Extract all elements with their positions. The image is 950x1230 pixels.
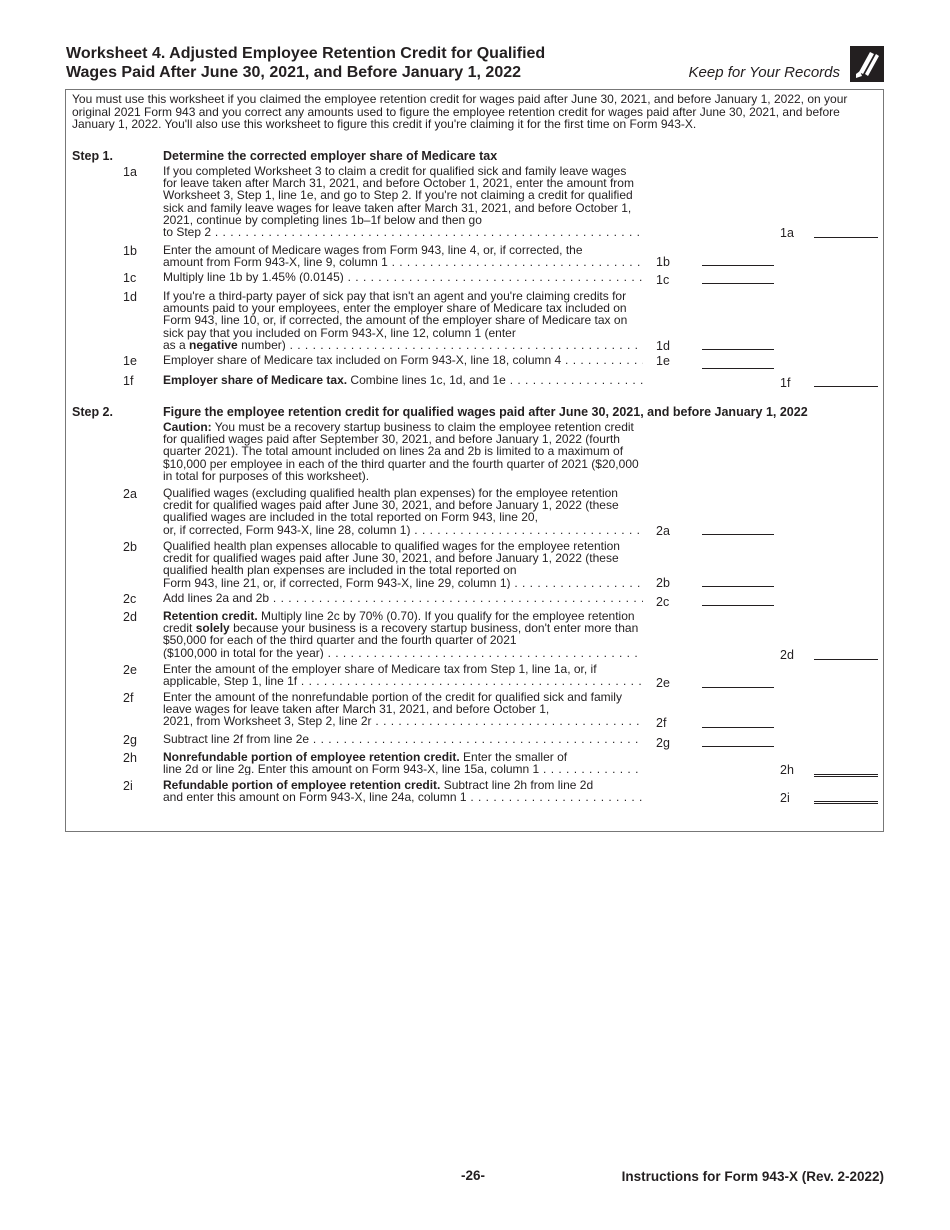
line-2g-text: Subtract line 2f from line 2e . . . — [163, 733, 643, 745]
line-2c-number: 2c — [123, 592, 137, 606]
line-2i-intro: Subtract line 2h from line 2d — [443, 778, 594, 792]
line-1e-box-label: 1e — [656, 354, 670, 368]
line-2b-number: 2b — [123, 540, 137, 554]
line-1b-body: Enter the amount of Medicare wages from Form 943, line 4, or, if corrected, the — [163, 243, 583, 257]
line-1b-number: 1b — [123, 244, 137, 258]
line-1c-box-label: 1c — [656, 273, 670, 287]
line-2d-last: ($100,000 in total for the year) . . . — [163, 647, 643, 659]
line-2a-body: Qualified wages (excluding qualified health plan expenses) for the employee retention credit for qualified wages paid after June 30, 2021, and before January 1, 2022 (these qualified wages are included in the total reported on Form 943, line 20, — [163, 486, 619, 525]
line-1f-box-label: 1f — [780, 376, 791, 390]
line-1a-body: If you completed Worksheet 3 to claim a credit for qualified sick and family leave wages for leave taken after March 31, 2021, and before October 1, 2021, enter the amount from Worksheet 3, Step 1, line 1e, and go to Step 2. If you're not claiming a credit for qualified sick and family leave wages for leave taken after March 31, 2021, and before October 1, 2021, continue by completing lines 1b–1f below and then go — [163, 164, 634, 227]
line-2d-bold: Retention credit. — [163, 609, 258, 623]
worksheet-box — [65, 89, 884, 832]
line-2f-box-label: 2f — [656, 716, 667, 730]
line-1d-body: If you're a third-party payer of sick pay that isn't an agent and you're claiming credits for amounts paid to your employees, enter the employer share of Medicare tax included on Form 943, line 10, or, if corrected, the amount of the employer share of Medicare tax on sick pay that you included on Form 943-X, line 12, column 1 (enter — [163, 289, 628, 340]
line-2i-body — [163, 779, 643, 791]
line-1e-entry[interactable] — [702, 368, 774, 369]
line-1a-number: 1a — [123, 165, 137, 179]
line-2f-entry[interactable] — [702, 727, 774, 728]
line-1f-last: Combine lines 1c, 1d, and 1e — [350, 374, 506, 387]
footer-form-title: Instructions for Form 943-X (Rev. 2-2022) — [621, 1169, 884, 1184]
line-2g-number: 2g — [123, 733, 137, 747]
line-2g-entry[interactable] — [702, 746, 774, 747]
line-1c-number: 1c — [123, 271, 137, 285]
line-2d-text-b: because your business is a recovery startup business, don't enter more than $50,000 for each of the third quarter and the fourth quarter of 2021 — [163, 621, 639, 648]
line-2f-text — [163, 691, 643, 728]
line-1d-box-label: 1d — [656, 339, 670, 353]
line-2h-text — [163, 751, 643, 775]
line-1e-number: 1e — [123, 354, 137, 368]
line-2d-entry[interactable] — [814, 659, 878, 660]
step-1-heading: Determine the corrected employer share of Medicare tax — [163, 149, 498, 163]
line-1a-last: to Step 2 . . . — [163, 226, 643, 238]
line-2b-last: Form 943, line 21, or, if corrected, Form 943-X, line 29, column 1) . . . — [163, 577, 643, 589]
line-2a-last: or, if corrected, Form 943-X, line 28, column 1) . . . — [163, 524, 643, 536]
line-1a-entry[interactable] — [814, 237, 878, 238]
line-2d-body — [163, 610, 643, 647]
line-1d-entry[interactable] — [702, 349, 774, 350]
worksheet-title-line-1: Worksheet 4. Adjusted Employee Retention Credit for Qualified — [66, 45, 546, 62]
line-1a-box-label: 1a — [780, 226, 794, 240]
line-2i-last: and enter this amount on Form 943-X, line 24a, column 1 . . . — [163, 791, 643, 803]
line-2i-box-label: 2i — [780, 791, 790, 805]
caution-label: Caution: — [163, 420, 212, 434]
line-2a-entry[interactable] — [702, 534, 774, 535]
line-2a-text — [163, 487, 643, 536]
line-2b-entry[interactable] — [702, 586, 774, 587]
line-1c-text: Multiply line 1b by 1.45% (0.0145) . . . — [163, 271, 643, 283]
line-2i-text — [163, 779, 643, 803]
line-2e-box-label: 2e — [656, 676, 670, 690]
line-2h-bold: Nonrefundable portion of employee retention credit. — [163, 750, 460, 764]
step-2-caution — [163, 421, 643, 482]
line-2h-last: line 2d or line 2g. Enter this amount on Form 943-X, line 15a, column 1 . . . — [163, 763, 643, 775]
line-2f-number: 2f — [123, 691, 134, 705]
line-2e-entry[interactable] — [702, 687, 774, 688]
line-2a-box-label: 2a — [656, 524, 670, 538]
line-1b-entry[interactable] — [702, 265, 774, 266]
line-2i-bold: Refundable portion of employee retention credit. — [163, 778, 441, 792]
line-2i-number: 2i — [123, 779, 133, 793]
line-2b-text — [163, 540, 643, 589]
line-2d-box-label: 2d — [780, 648, 794, 662]
line-2e-number: 2e — [123, 663, 137, 677]
line-2a-number: 2a — [123, 487, 137, 501]
keep-for-records-label: Keep for Your Records — [688, 64, 840, 81]
line-2h-body — [163, 751, 643, 763]
line-2h-intro: Enter the smaller of — [463, 750, 568, 764]
line-1f-entry[interactable] — [814, 386, 878, 387]
line-2b-box-label: 2b — [656, 576, 670, 590]
line-2d-text — [163, 610, 643, 659]
line-2d-text-a: Multiply line 2c by 70% (0.70). If you qualify for the employee retention credit — [163, 609, 635, 636]
line-1d-last — [163, 339, 643, 351]
line-1f-text — [163, 374, 643, 386]
line-2h-entry[interactable] — [814, 774, 878, 777]
line-1d-last-pre: as a — [163, 338, 186, 352]
line-1d-negative: negative — [189, 338, 238, 352]
line-1d-number: 1d — [123, 290, 137, 304]
line-1b-box-label: 1b — [656, 255, 670, 269]
line-1e-text: Employer share of Medicare tax included on Form 943-X, line 18, column 4 . . . — [163, 354, 643, 366]
line-2g-box-label: 2g — [656, 736, 670, 750]
caution-text: You must be a recovery startup business to claim the employee retention credit for qualified wages paid after September 30, 2021, and before January 1, 2022 (fourth quarter 2021). The total amount included on lines 2a and 2b is limited to a maximum of $10,000 per employee in each of the third quarter and the fourth quarter of 2021 ($20,000 in total for purposes of this worksheet). — [163, 420, 639, 483]
line-2f-body: Enter the amount of the nonrefundable portion of the credit for qualified sick and family leave wages for leave taken after March 31, 2021, and before October 1, — [163, 690, 622, 717]
line-2c-entry[interactable] — [702, 605, 774, 606]
line-1f-number: 1f — [123, 374, 134, 388]
page-number: -26- — [461, 1168, 486, 1183]
line-1d-text — [163, 290, 643, 351]
line-2c-box-label: 2c — [656, 595, 670, 609]
line-2b-body: Qualified health plan expenses allocable to qualified wages for the employee retention credit for qualified wages paid after June 30, 2021, and before January 1, 2022 (these qualified health plan expenses are included in the total reported on — [163, 539, 620, 578]
line-2h-number: 2h — [123, 751, 137, 765]
line-2e-body: Enter the amount of the employer share of Medicare tax from Step 1, line 1a, or, if — [163, 662, 597, 676]
line-2e-text — [163, 663, 643, 687]
line-2f-last: 2021, from Worksheet 3, Step 2, line 2r . . . — [163, 715, 643, 727]
step-1-label: Step 1. — [72, 149, 113, 163]
line-1c-entry[interactable] — [702, 283, 774, 284]
line-2e-last: applicable, Step 1, line 1f . . . — [163, 675, 643, 687]
step-2-heading: Figure the employee retention credit for qualified wages paid after June 30, 2021, and before January 1, 2022 — [163, 405, 808, 419]
line-2c-text: Add lines 2a and 2b . . . — [163, 592, 643, 604]
line-1a-text — [163, 165, 643, 238]
line-2d-solely: solely — [195, 621, 230, 636]
line-2i-entry[interactable] — [814, 801, 878, 804]
line-1f-bold: Employer share of Medicare tax. — [163, 374, 348, 387]
line-2d-number: 2d — [123, 610, 137, 624]
worksheet-title-line-2: Wages Paid After June 30, 2021, and Before January 1, 2022 — [66, 64, 522, 81]
step-2-label: Step 2. — [72, 405, 113, 419]
line-1d-last-post: number) — [241, 338, 286, 352]
line-1b-text — [163, 244, 643, 268]
line-1b-last: amount from Form 943-X, line 9, column 1 . . . — [163, 256, 643, 268]
worksheet-header — [66, 44, 884, 88]
pen-and-paper-icon — [850, 46, 884, 82]
line-2h-box-label: 2h — [780, 763, 794, 777]
intro-text: You must use this worksheet if you claimed the employee retention credit for wages paid after June 30, 2021, and before January 1, 2022, on your original 2021 Form 943 and you correct any amounts used to figure the employee retention credit for wages paid after June 30, 2021, and before January 1, 2022. You'll also use this worksheet to figure this credit if you're claiming it for the first time on Form 943-X. — [72, 92, 848, 131]
